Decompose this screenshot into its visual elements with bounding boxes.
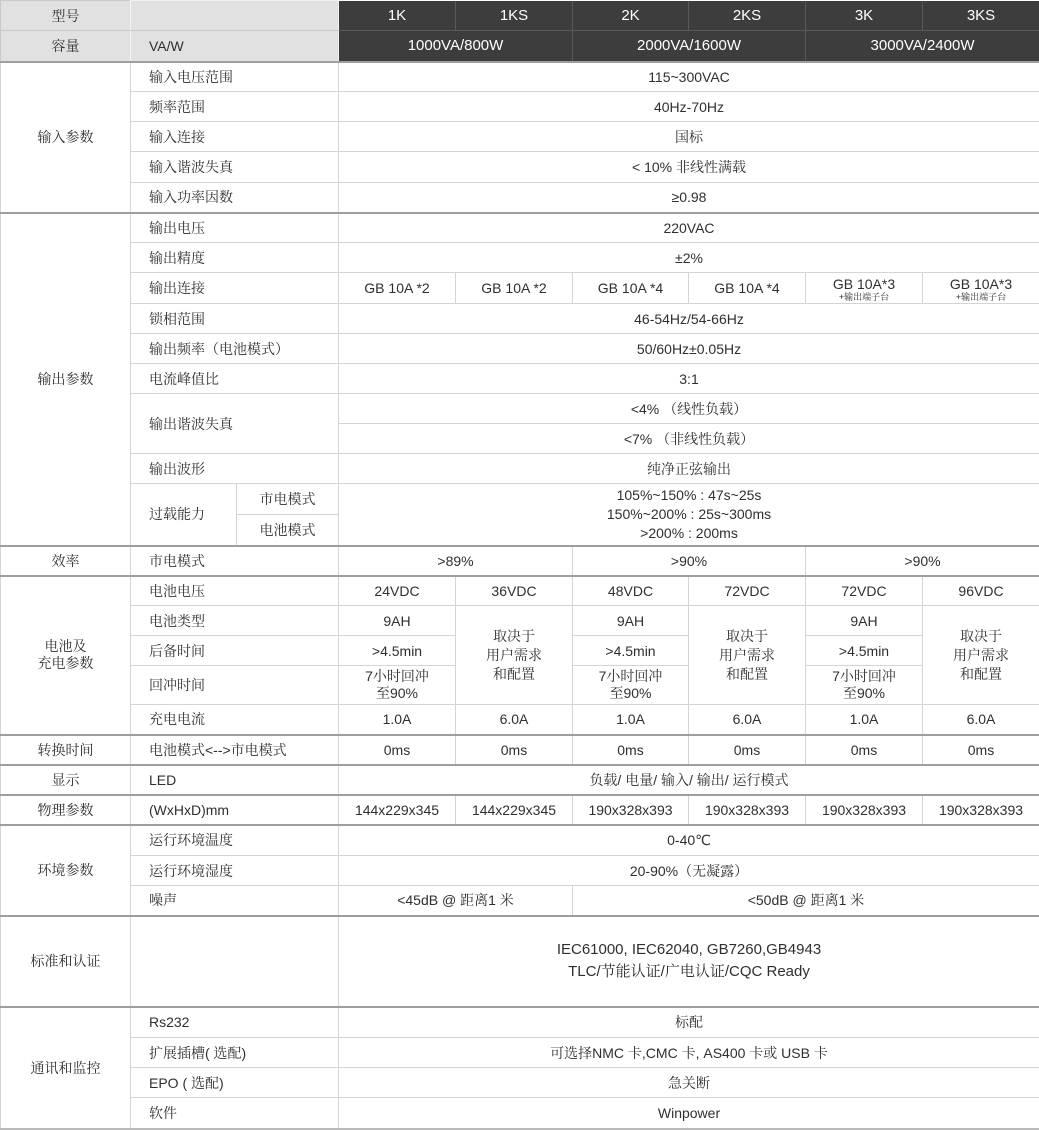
transfer-2k: 0ms <box>573 735 689 765</box>
output-connection-1ks: GB 10A *2 <box>456 273 573 304</box>
comm-rs232-label: Rs232 <box>131 1007 339 1038</box>
output-voltage-label: 输出电压 <box>131 213 339 243</box>
input-section-label: 输入参数 <box>1 62 131 213</box>
output-wave-value: 纯净正弦输出 <box>339 454 1039 484</box>
input-voltage-value: 115~300VAC <box>339 62 1039 92</box>
input-freq-value: 40Hz-70Hz <box>339 92 1039 122</box>
model-header-1ks: 1KS <box>456 1 573 31</box>
input-connection-value: 国标 <box>339 122 1039 152</box>
physical-dim-3k: 190x328x393 <box>806 795 923 825</box>
efficiency-1k: >89% <box>339 546 573 576</box>
overload-value <box>339 484 1039 546</box>
recharge-line-1: 7小时回冲 <box>810 668 918 685</box>
comm-software-value: Winpower <box>339 1098 1039 1129</box>
output-section-label: 输出参数 <box>1 213 131 546</box>
model-row-empty-cell <box>131 1 339 31</box>
output-thd-label: 输出谐波失真 <box>131 394 339 454</box>
overload-line-3: >200% : 200ms <box>343 524 1035 543</box>
recharge-line-1: 7小时回冲 <box>577 668 684 685</box>
battery-type-1k: 9AH <box>339 606 456 636</box>
output-connection-3ks-sub: +输出端子台 <box>927 292 1035 302</box>
env-noise-small-value: <45dB @ 距离1 米 <box>339 886 573 916</box>
battery-type-2k: 9AH <box>573 606 689 636</box>
output-connection-3ks <box>923 273 1039 304</box>
output-connection-3k <box>806 273 923 304</box>
battery-recharge-2k <box>573 666 689 705</box>
model-row-header: 型号 <box>1 1 131 31</box>
transfer-section-label: 转换时间 <box>1 735 131 765</box>
physical-dim-2ks: 190x328x393 <box>689 795 806 825</box>
model-header-3ks: 3KS <box>923 1 1039 31</box>
transfer-2ks: 0ms <box>689 735 806 765</box>
transfer-3ks: 0ms <box>923 735 1039 765</box>
depends-line-1: 取决于 <box>460 627 568 646</box>
battery-recharge-3k <box>806 666 923 705</box>
physical-dim-1k: 144x229x345 <box>339 795 456 825</box>
standards-empty-cell <box>131 916 339 1007</box>
display-led-value: 负载/ 电量/ 输入/ 输出/ 运行模式 <box>339 765 1039 795</box>
env-temp-label: 运行环境温度 <box>131 825 339 856</box>
battery-backup-1k: >4.5min <box>339 636 456 666</box>
battery-backup-3k: >4.5min <box>806 636 923 666</box>
output-crest-value: 3:1 <box>339 364 1039 394</box>
output-wave-label: 输出波形 <box>131 454 339 484</box>
input-pf-value: ≥0.98 <box>339 183 1039 213</box>
model-header-3k: 3K <box>806 1 923 31</box>
capacity-row-header: 容量 <box>1 31 131 62</box>
battery-voltage-2k: 48VDC <box>573 576 689 606</box>
battery-depends-2ks <box>689 606 806 705</box>
physical-dim-3ks: 190x328x393 <box>923 795 1039 825</box>
output-connection-3k-sub: +输出端子台 <box>810 292 918 302</box>
overload-mode-battery: 电池模式 <box>237 515 339 546</box>
battery-charge-1ks: 6.0A <box>456 705 573 735</box>
comm-slot-value: 可选择NMC 卡,CMC 卡, AS400 卡或 USB 卡 <box>339 1038 1039 1068</box>
transfer-mode-label: 电池模式<-->市电模式 <box>131 735 339 765</box>
battery-charge-3ks: 6.0A <box>923 705 1039 735</box>
battery-voltage-label: 电池电压 <box>131 576 339 606</box>
comm-slot-label: 扩展插槽( 选配) <box>131 1038 339 1068</box>
env-humidity-label: 运行环境湿度 <box>131 856 339 886</box>
output-connection-3k-main: GB 10A*3 <box>810 275 918 292</box>
comm-software-label: 软件 <box>131 1098 339 1129</box>
battery-charge-3k: 1.0A <box>806 705 923 735</box>
battery-recharge-1k <box>339 666 456 705</box>
model-header-1k: 1K <box>339 1 456 31</box>
display-section-label: 显示 <box>1 765 131 795</box>
battery-type-label: 电池类型 <box>131 606 339 636</box>
battery-voltage-3ks: 96VDC <box>923 576 1039 606</box>
output-connection-label: 输出连接 <box>131 273 339 304</box>
recharge-line-2: 至90% <box>810 685 918 702</box>
battery-voltage-2ks: 72VDC <box>689 576 806 606</box>
battery-section-label-line2: 充电参数 <box>5 655 126 672</box>
output-connection-2k: GB 10A *4 <box>573 273 689 304</box>
depends-line-1: 取决于 <box>693 627 801 646</box>
env-noise-large-value: <50dB @ 距离1 米 <box>573 886 1039 916</box>
overload-label: 过载能力 <box>131 484 237 546</box>
efficiency-2k: >90% <box>573 546 806 576</box>
recharge-line-2: 至90% <box>343 685 451 702</box>
input-connection-label: 输入连接 <box>131 122 339 152</box>
battery-charge-2k: 1.0A <box>573 705 689 735</box>
standards-line-2: TLC/节能认证/广电认证/CQC Ready <box>343 961 1035 983</box>
output-thd-linear-value: <4% （线性负载） <box>339 394 1039 424</box>
display-led-label: LED <box>131 765 339 795</box>
comm-rs232-value: 标配 <box>339 1007 1039 1038</box>
env-noise-label: 噪声 <box>131 886 339 916</box>
efficiency-section-label: 效率 <box>1 546 131 576</box>
depends-line-2: 用户需求 <box>693 646 801 665</box>
battery-depends-3ks <box>923 606 1039 705</box>
depends-line-3: 和配置 <box>693 665 801 684</box>
comm-section-label: 通讯和监控 <box>1 1007 131 1129</box>
input-thd-value: < 10% 非线性满载 <box>339 152 1039 183</box>
env-humidity-value: 20-90%（无凝露） <box>339 856 1039 886</box>
overload-line-1: 105%~150% : 47s~25s <box>343 486 1035 505</box>
input-pf-label: 输入功率因数 <box>131 183 339 213</box>
battery-section-label <box>1 576 131 735</box>
overload-line-2: 150%~200% : 25s~300ms <box>343 505 1035 524</box>
capacity-2000: 2000VA/1600W <box>573 31 806 62</box>
battery-depends-1ks <box>456 606 573 705</box>
capacity-unit-label: VA/W <box>131 31 339 62</box>
battery-charge-1k: 1.0A <box>339 705 456 735</box>
capacity-3000: 3000VA/2400W <box>806 31 1039 62</box>
physical-section-label: 物理参数 <box>1 795 131 825</box>
output-precision-label: 输出精度 <box>131 243 339 273</box>
input-voltage-label: 输入电压范围 <box>131 62 339 92</box>
efficiency-mode-label: 市电模式 <box>131 546 339 576</box>
depends-line-3: 和配置 <box>927 665 1035 684</box>
comm-epo-value: 急关断 <box>339 1068 1039 1098</box>
output-lock-value: 46-54Hz/54-66Hz <box>339 304 1039 334</box>
output-connection-2ks: GB 10A *4 <box>689 273 806 304</box>
output-lock-label: 锁相范围 <box>131 304 339 334</box>
battery-type-3k: 9AH <box>806 606 923 636</box>
depends-line-1: 取决于 <box>927 627 1035 646</box>
overload-mode-utility: 市电模式 <box>237 484 339 515</box>
battery-section-label-line1: 电池及 <box>5 638 126 655</box>
battery-recharge-label: 回冲时间 <box>131 666 339 705</box>
standards-line-1: IEC61000, IEC62040, GB7260,GB4943 <box>343 939 1035 961</box>
transfer-1k: 0ms <box>339 735 456 765</box>
output-thd-nonlinear-value: <7% （非线性负载） <box>339 424 1039 454</box>
input-freq-label: 频率范围 <box>131 92 339 122</box>
battery-voltage-3k: 72VDC <box>806 576 923 606</box>
output-freq-label: 输出频率（电池模式） <box>131 334 339 364</box>
output-crest-label: 电流峰值比 <box>131 364 339 394</box>
comm-epo-label: EPO ( 选配) <box>131 1068 339 1098</box>
transfer-1ks: 0ms <box>456 735 573 765</box>
environment-section-label: 环境参数 <box>1 825 131 916</box>
standards-value <box>339 916 1039 1007</box>
battery-charge-2ks: 6.0A <box>689 705 806 735</box>
transfer-3k: 0ms <box>806 735 923 765</box>
model-header-2k: 2K <box>573 1 689 31</box>
battery-voltage-1ks: 36VDC <box>456 576 573 606</box>
capacity-1000: 1000VA/800W <box>339 31 573 62</box>
env-temp-value: 0-40℃ <box>339 825 1039 856</box>
recharge-line-2: 至90% <box>577 685 684 702</box>
recharge-line-1: 7小时回冲 <box>343 668 451 685</box>
physical-dim-1ks: 144x229x345 <box>456 795 573 825</box>
output-voltage-value: 220VAC <box>339 213 1039 243</box>
depends-line-3: 和配置 <box>460 665 568 684</box>
input-thd-label: 输入谐波失真 <box>131 152 339 183</box>
output-precision-value: ±2% <box>339 243 1039 273</box>
physical-dim-2k: 190x328x393 <box>573 795 689 825</box>
output-connection-3ks-main: GB 10A*3 <box>927 275 1035 292</box>
efficiency-3k: >90% <box>806 546 1039 576</box>
battery-backup-2k: >4.5min <box>573 636 689 666</box>
standards-section-label: 标准和认证 <box>1 916 131 1007</box>
depends-line-2: 用户需求 <box>460 646 568 665</box>
model-header-2ks: 2KS <box>689 1 806 31</box>
battery-voltage-1k: 24VDC <box>339 576 456 606</box>
battery-charge-label: 充电电流 <box>131 705 339 735</box>
physical-dim-label: (WxHxD)mm <box>131 795 339 825</box>
output-connection-1k: GB 10A *2 <box>339 273 456 304</box>
battery-backup-label: 后备时间 <box>131 636 339 666</box>
output-freq-value: 50/60Hz±0.05Hz <box>339 334 1039 364</box>
depends-line-2: 用户需求 <box>927 646 1035 665</box>
